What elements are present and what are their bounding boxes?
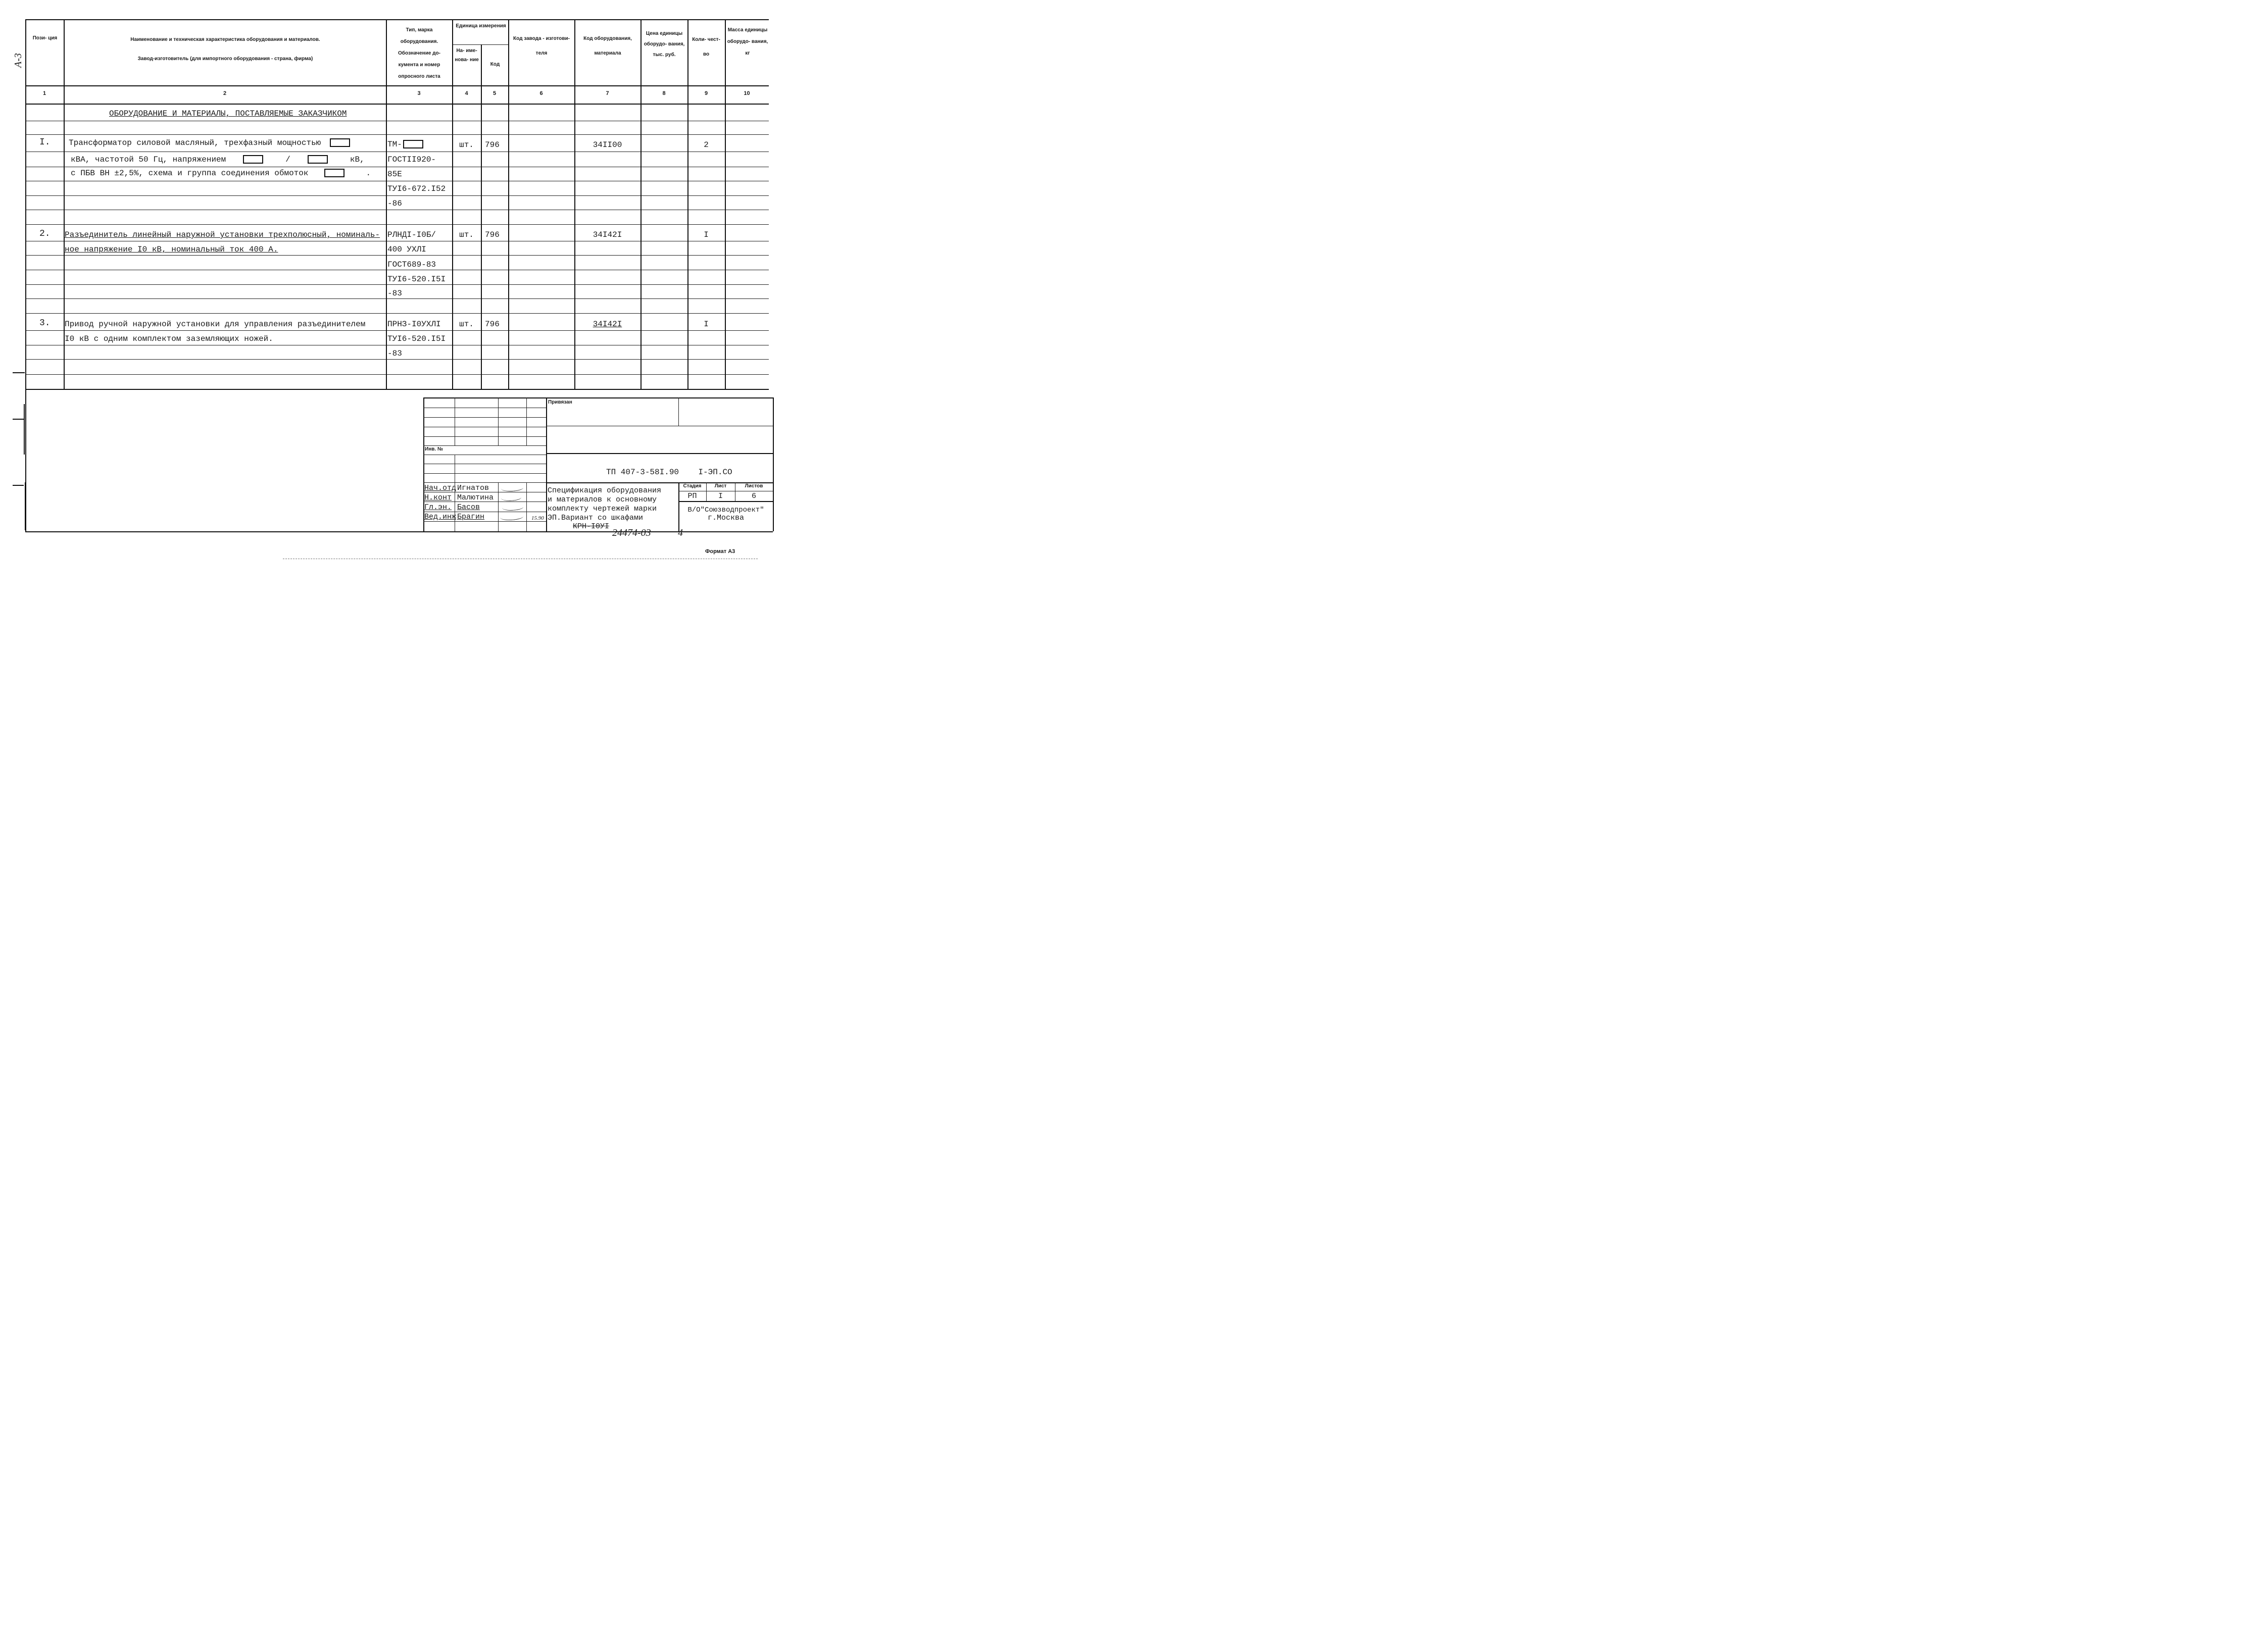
person-name: Игнатов [457,484,489,492]
section-title: ОБОРУДОВАНИЕ И МАТЕРИАЛЫ, ПОСТАВЛЯЕМЫЕ ЗАКАЗЧИКОМ [109,109,347,118]
role-label: Н.конт [424,493,452,502]
header-unit-name: На- име- нова- ние [455,48,479,63]
item-name-line: I0 кВ с одним комплектом заземляющих ножей. [65,334,273,343]
grid-line [498,482,499,531]
row-line [25,224,769,225]
row-line [25,313,769,314]
row-line [25,298,769,299]
item-unit-code: 796 [485,230,500,239]
title-block-top [423,397,773,398]
item-name-line: ное напряжение I0 кВ, номинальный ток 400 А. [65,245,278,254]
item-unit: шт. [459,230,474,239]
doc-title-line: ЭП.Вариант со шкафами [548,514,644,522]
doc-title-line: КРН-I0УI [573,522,610,531]
format-label: Формат А3 [705,548,735,555]
role-label: Нач.отд [424,484,457,492]
item-type-line: ТУI6-520.I5I [387,275,446,284]
item-name-line: кВА, частотой 50 Гц, напряжением / кВ, [71,155,365,164]
item-type-line: ГОСТII920- [387,155,436,164]
person-name: Малютина [457,493,494,502]
col-divider [386,19,387,389]
item-quantity: 2 [704,140,709,149]
item-type-line: ПРНЗ-I0УХЛI [387,320,441,329]
item-type-line: РЛНДI-I0Б/ [387,230,436,239]
grid-line [498,397,499,446]
sheets-header: Листов [745,483,763,489]
signature [501,493,521,502]
doc-title-line: Спецификация оборудования [548,486,662,495]
col-divider [452,19,453,389]
sign-date: 15.90 [531,515,544,521]
colnum-bottom-border [25,104,769,105]
row-line [25,255,769,256]
item-equip-code: 34II00 [593,140,622,149]
row-line [25,284,769,285]
column-number: 5 [492,90,497,96]
grid-line [423,473,546,474]
margin-tick [13,419,24,420]
person-name: Басов [457,503,480,512]
stage-header: Стадия [683,483,702,489]
header-mass: Масса единицы оборудо- вания, кг [727,27,768,56]
grid-line [526,397,527,446]
grid-line [546,397,547,531]
col-divider [508,19,509,389]
grid-line [423,445,546,446]
item-unit: шт. [459,320,474,329]
grid-line [526,482,527,531]
item-equip-code: 34I42I [593,230,622,239]
blank-field-box [308,155,328,164]
inv-no-label: Инв. № [425,446,443,452]
header-unit-code: Код [490,62,500,67]
item-type-line: ГОСТ689-83 [387,260,436,269]
column-number: 8 [662,90,666,96]
row-line [25,134,769,135]
row-line [25,359,769,360]
blank-field-box [330,138,350,147]
item-name-line: Трансформатор силовой масляный, трехфазный мощностью [69,138,352,148]
item-position: I. [39,137,51,147]
header-name-line1: Наименование и техническая характеристика оборудования и материалов. [130,37,320,42]
item-name-line: с ПБВ ВН ±2,5%, схема и группа соединения обмоток . [71,169,371,178]
sheet-value: I [718,492,723,500]
header-name-line2: Завод-изготовитель (для импортного оборудования - страна, фирма) [137,56,313,62]
left-margin-line [24,404,25,455]
archive-page: 4 [678,527,683,538]
blank-field-box [403,140,423,148]
col-divider [687,19,688,389]
grid-line [678,501,773,502]
col-divider [640,19,642,389]
column-number: 6 [539,90,543,96]
item-type-line: 85Е [387,170,402,179]
item-quantity: I [704,230,709,239]
item-type-line: ТМ- [387,139,425,149]
grid-line [423,482,546,483]
organization: В/О"Союзводпроект" [687,506,764,514]
signature [502,503,523,512]
item-name-line: Привод ручной наружной установки для управления разъединителем [65,320,366,329]
table-top-border [25,19,769,20]
column-number: 3 [417,90,421,96]
col-divider [725,19,726,389]
item-unit-code: 796 [485,140,500,149]
row-line [25,195,769,196]
header-unit-group: Единица измерения [456,23,506,29]
item-type-line: ТУI6-672.I52 [387,184,446,193]
doc-title-line: комплекту чертежей марки [548,505,657,513]
organization-city: г.Москва [707,514,744,522]
column-number: 4 [465,90,468,96]
column-number: 7 [606,90,609,96]
item-type-line: -83 [387,349,402,358]
archive-number: 24474-03 [612,527,651,538]
doc-code: ТП 407-3-58I.90 I-ЭП.СО [606,468,732,477]
item-position: 2. [39,229,51,239]
privyazan-label: Привязан [548,399,572,405]
header-type: Тип, марка оборудования. Обозначение до- кумента и номер опросного листа [398,27,440,79]
role-label: Вед.инж [424,513,457,521]
header-position: Пози- ция [32,35,58,41]
grid-line [678,397,679,426]
person-name: Брагин [457,513,485,521]
item-equip-code: 34I42I [593,320,622,329]
stage-value: РП [687,492,697,500]
margin-mark: А-3 [12,53,24,68]
grid-line [423,436,546,437]
blank-field-box [243,155,263,164]
col-divider [574,19,575,389]
column-number: 1 [42,90,46,96]
margin-tick [13,372,25,373]
column-number: 9 [704,90,708,96]
item-position: 3. [39,318,51,328]
sheets-value: 6 [751,492,756,500]
signature [501,484,523,493]
item-type-line: 400 УХЛI [387,245,426,254]
grid-line [546,453,773,454]
header-equip-code: Код оборудования, материала [583,36,632,56]
frame-bottom-border [25,531,773,532]
sheet-header: Лист [714,483,727,489]
item-type-line: -86 [387,199,402,208]
grid-line [678,482,679,531]
margin-tick [13,485,24,486]
header-bottom-border [25,85,769,86]
row-line [25,330,769,331]
column-number: 10 [744,90,750,96]
header-quantity: Коли- чест- во [692,37,720,57]
blank-field-box [324,169,344,177]
role-label: Гл.эн. [424,503,452,512]
item-name-line: Разъединитель линейный наружной установки трехполюсный, номиналь- [65,230,380,239]
row-line [25,374,769,375]
item-type-line: -83 [387,289,402,298]
doc-title-line: и материалов к основному [548,495,657,504]
signature [500,513,523,522]
item-quantity: I [704,320,709,329]
table-bottom-border [25,389,769,390]
header-price: Цена единицы оборудо- вания, тыс. руб. [644,31,685,58]
header-factory-code: Код завода - изготови- теля [513,36,570,56]
column-number: 2 [223,90,227,96]
title-block-right [773,397,774,531]
item-unit: шт. [459,140,474,149]
grid-line [423,417,546,418]
item-unit-code: 796 [485,320,500,329]
item-type-line: ТУI6-520.I5I [387,334,446,343]
